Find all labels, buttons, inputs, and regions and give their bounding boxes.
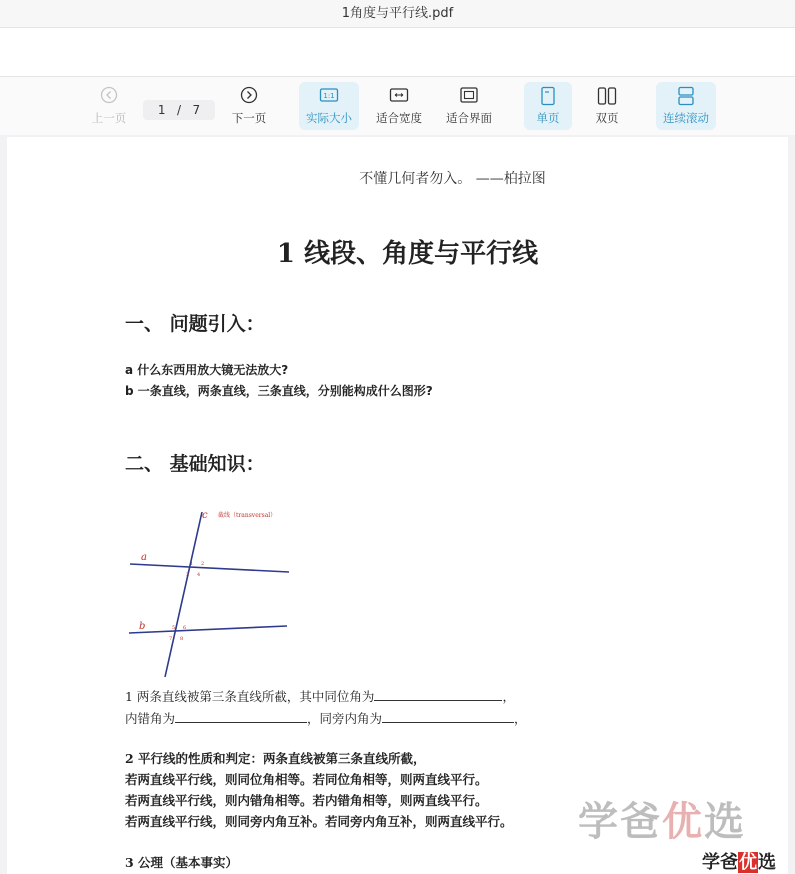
- two-page-label: 双页: [595, 111, 619, 125]
- angle-label: 3: [186, 572, 190, 578]
- item-1-suffix: ，: [514, 711, 527, 726]
- item-2-line-1: 2 平行线的性质和判定：两条直线被第三条直线所截，: [125, 751, 426, 766]
- document-title: 1 线段、角度与平行线: [276, 239, 539, 269]
- item-3-heading: 3 公理（基本事实）: [125, 855, 239, 870]
- two-page-button[interactable]: [584, 82, 630, 130]
- page-current: 1: [157, 103, 166, 117]
- watermark-highlight: 优: [662, 799, 704, 845]
- item-1-text: 1 两条直线被第三条直线所截，其中同位角为: [125, 689, 375, 704]
- angle-label: 1: [190, 561, 194, 567]
- fit-page-icon: [442, 86, 496, 108]
- section-heading-1: 一、 问题引入：: [125, 313, 265, 335]
- actual-size-button[interactable]: [299, 82, 359, 130]
- answer-blank[interactable]: [382, 710, 514, 723]
- next-page-button[interactable]: [224, 82, 274, 130]
- item-1-text: 内错角为: [125, 711, 176, 726]
- answer-blank[interactable]: [374, 688, 502, 701]
- transversal-label: c: [202, 510, 208, 521]
- answer-blank[interactable]: [175, 710, 307, 723]
- svg-text:1:1: 1:1: [323, 92, 335, 100]
- angle-label: 2: [201, 561, 205, 567]
- angle-label: 7: [169, 636, 173, 642]
- single-page-button[interactable]: [524, 82, 572, 130]
- line-a-label: a: [141, 552, 147, 563]
- watermark-small: [702, 848, 776, 874]
- fit-page-label: 适合界面: [446, 111, 492, 125]
- continuous-scroll-icon: [656, 86, 716, 108]
- page-total: 7: [192, 103, 201, 117]
- header-band: [0, 28, 795, 77]
- angle-label: 5: [172, 625, 176, 631]
- epigraph: 不懂几何者勿入。 ——柏拉图: [359, 171, 546, 187]
- continuous-scroll-button[interactable]: [656, 82, 716, 130]
- fit-page-button[interactable]: [442, 82, 496, 130]
- continuous-scroll-label: 连续滚动: [663, 111, 709, 125]
- chevron-right-circle-icon: [224, 86, 274, 108]
- item-2-line-3: 若两直线平行线，则内错角相等。若内错角相等，则两直线平行。: [125, 793, 488, 808]
- two-page-icon: [584, 86, 630, 108]
- item-1-line-2: [125, 709, 527, 727]
- prev-page-button[interactable]: [84, 82, 134, 130]
- watermark-large: [578, 790, 746, 847]
- fit-width-icon: [372, 86, 426, 108]
- watermark-highlight: 优: [739, 852, 757, 873]
- section-heading-2: 二、 基础知识：: [125, 453, 265, 475]
- watermark-text: 选: [704, 799, 746, 845]
- transversal-note: 截线（transversal）: [218, 512, 277, 519]
- window-title: 1角度与平行线.pdf: [0, 0, 795, 28]
- item-1-line-1: [125, 687, 515, 705]
- watermark-text: 学爸: [578, 799, 662, 845]
- watermark-text: 学爸: [702, 852, 738, 873]
- single-page-icon: [524, 86, 572, 108]
- fit-width-button[interactable]: [372, 82, 426, 130]
- question-b: b 一条直线，两条直线，三条直线，分别能构成什么图形?: [125, 384, 433, 398]
- item-2-line-2: 若两直线平行线，则同位角相等。若同位角相等，则两直线平行。: [125, 772, 488, 787]
- item-2-line-4: 若两直线平行线，则同旁内角互补。若同旁内角互补，则两直线平行。: [125, 814, 513, 829]
- next-page-label: 下一页: [231, 111, 267, 125]
- item-1-text: ，同旁内角为: [307, 711, 383, 726]
- line-b-label: b: [139, 621, 146, 632]
- line-a: [130, 564, 289, 572]
- watermark-text: 选: [758, 852, 776, 873]
- page-separator: /: [176, 103, 182, 117]
- line-b: [129, 626, 287, 633]
- item-1-suffix: ，: [502, 689, 515, 704]
- question-a: a 什么东西用放大镜无法放大?: [125, 363, 289, 377]
- angle-label: 4: [197, 572, 201, 578]
- actual-size-icon: [299, 86, 359, 108]
- page-number-input[interactable]: [143, 100, 215, 120]
- transversal-line: [165, 512, 205, 677]
- chevron-left-circle-icon: [84, 86, 134, 108]
- single-page-label: 单页: [536, 111, 560, 125]
- fit-width-label: 适合宽度: [376, 111, 422, 125]
- actual-size-label: 实际大小: [306, 111, 352, 125]
- prev-page-label: 上一页: [91, 111, 127, 125]
- parallel-lines-diagram: [117, 502, 317, 682]
- pdf-toolbar: [0, 77, 795, 135]
- pdf-page: [7, 137, 788, 874]
- angle-label: 8: [180, 636, 184, 642]
- angle-label: 6: [183, 625, 187, 631]
